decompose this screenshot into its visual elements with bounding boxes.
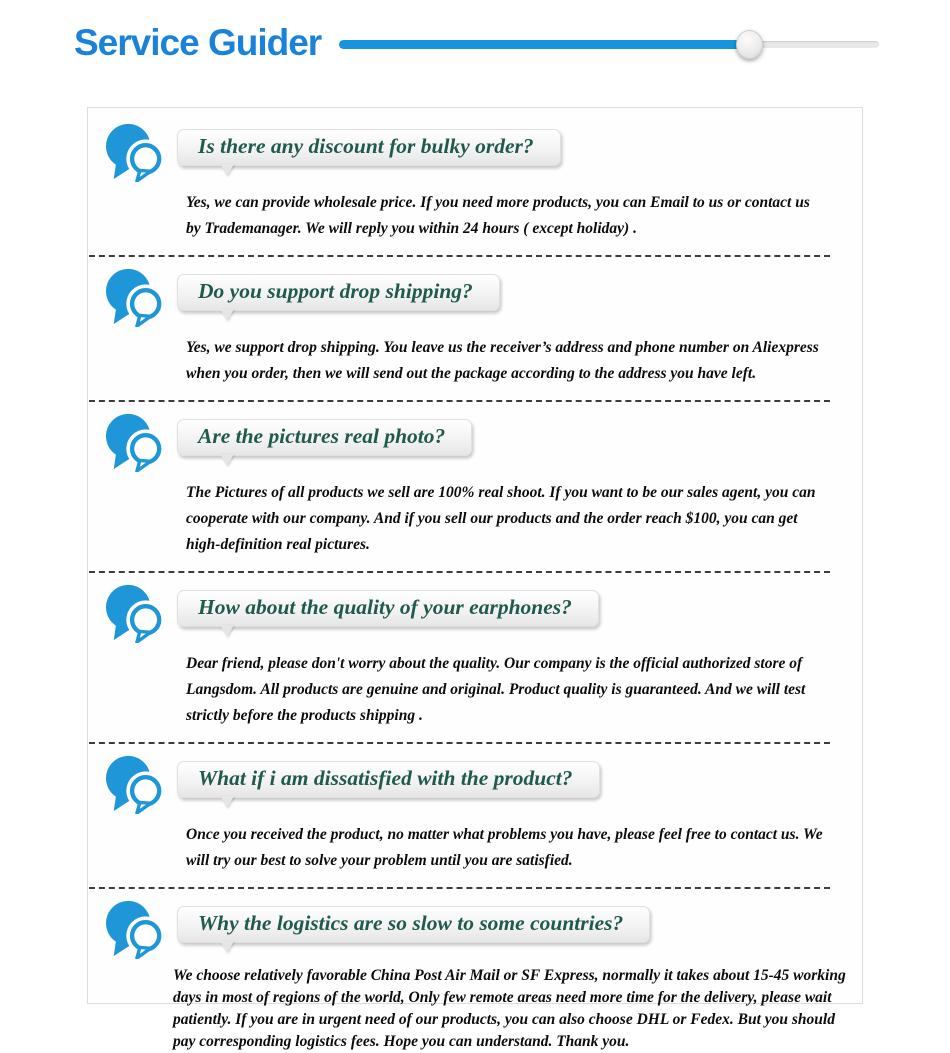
- slider-knob[interactable]: [736, 30, 763, 59]
- question-label: How about the quality of your earphones?: [198, 595, 572, 619]
- answer-text: Yes, we support drop shipping. You leave us the receiver’s address and phone number on Aliexpress when you order, then we will send out the package according to the address you have left.: [186, 339, 819, 382]
- dashed-divider: [89, 255, 830, 257]
- faq-item-head: [101, 754, 862, 816]
- question-label: Is there any discount for bulky order?: [198, 134, 534, 158]
- chat-bubbles-icon: [101, 267, 169, 327]
- faq-item: [88, 750, 862, 874]
- faq-item-head: [101, 122, 862, 184]
- dashed-divider: [89, 742, 830, 744]
- chat-bubbles-icon: [101, 412, 169, 472]
- page-title: Service Guider: [74, 22, 322, 63]
- chat-bubbles-icon: [101, 122, 169, 182]
- faq-item: [88, 263, 862, 387]
- answer-text: Dear friend, please don't worry about the quality. Our company is the official authorized store of Langsdom. All products are genuine and original. Product quality is guaranteed. And we will test strictly before the products shipping .: [186, 655, 806, 724]
- faq-item: [88, 895, 862, 1053]
- chat-bubbles-icon: [101, 754, 169, 814]
- faq-item: [88, 118, 862, 242]
- faq-item: [88, 579, 862, 729]
- decorative-slider: [339, 29, 879, 59]
- dashed-divider: [89, 400, 830, 402]
- answer-text: We choose relatively favorable China Post Air Mail or SF Express, normally it takes about 15-45 working days in most of regions of the world, Only few remote areas need more time for the delivery, please wait patiently. If you are in urgent need of our products, you can also choose DHL or Fedex. But you should pay corresponding logistics fees. Hope you can understand. Thank you.: [173, 967, 846, 1050]
- answer-text: The Pictures of all products we sell are 100% real shoot. If you want to be our sales agent, you can cooperate with our company. And if you sell our products and the order reach $100, you can get high-definition real pictures.: [186, 484, 816, 553]
- faq-item-head: [101, 899, 862, 961]
- faq-item: [88, 408, 862, 558]
- question-pill: [177, 274, 500, 311]
- question-pill: [177, 419, 472, 456]
- header: [0, 0, 950, 72]
- question-pill: [177, 761, 600, 798]
- faq-item-head: [101, 583, 862, 645]
- question-label: Are the pictures real photo?: [198, 424, 446, 448]
- chat-bubbles-icon: [101, 583, 169, 643]
- question-label: Do you support drop shipping?: [198, 279, 473, 303]
- answer-text: Yes, we can provide wholesale price. If you need more products, you can Email to us or contact us by Trademanager. We will reply you within 24 hours ( except holiday) .: [186, 194, 810, 237]
- question-pill: [177, 906, 650, 943]
- slider-track-filled: [339, 40, 749, 49]
- dashed-divider: [89, 571, 830, 573]
- chat-bubbles-icon: [101, 899, 169, 959]
- question-label: Why the logistics are so slow to some countries?: [198, 911, 624, 935]
- faq-item-head: [101, 267, 862, 329]
- question-pill: [177, 129, 561, 166]
- faq-item-head: [101, 412, 862, 474]
- slider-track-rest: [750, 41, 880, 48]
- dashed-divider: [89, 887, 830, 889]
- answer-text: Once you received the product, no matter what problems you have, please feel free to contact us. We will try our best to solve your problem until you are satisfied.: [186, 826, 823, 869]
- question-pill: [177, 590, 599, 627]
- faq-card: [87, 107, 863, 1050]
- question-label: What if i am dissatisfied with the product?: [198, 766, 573, 790]
